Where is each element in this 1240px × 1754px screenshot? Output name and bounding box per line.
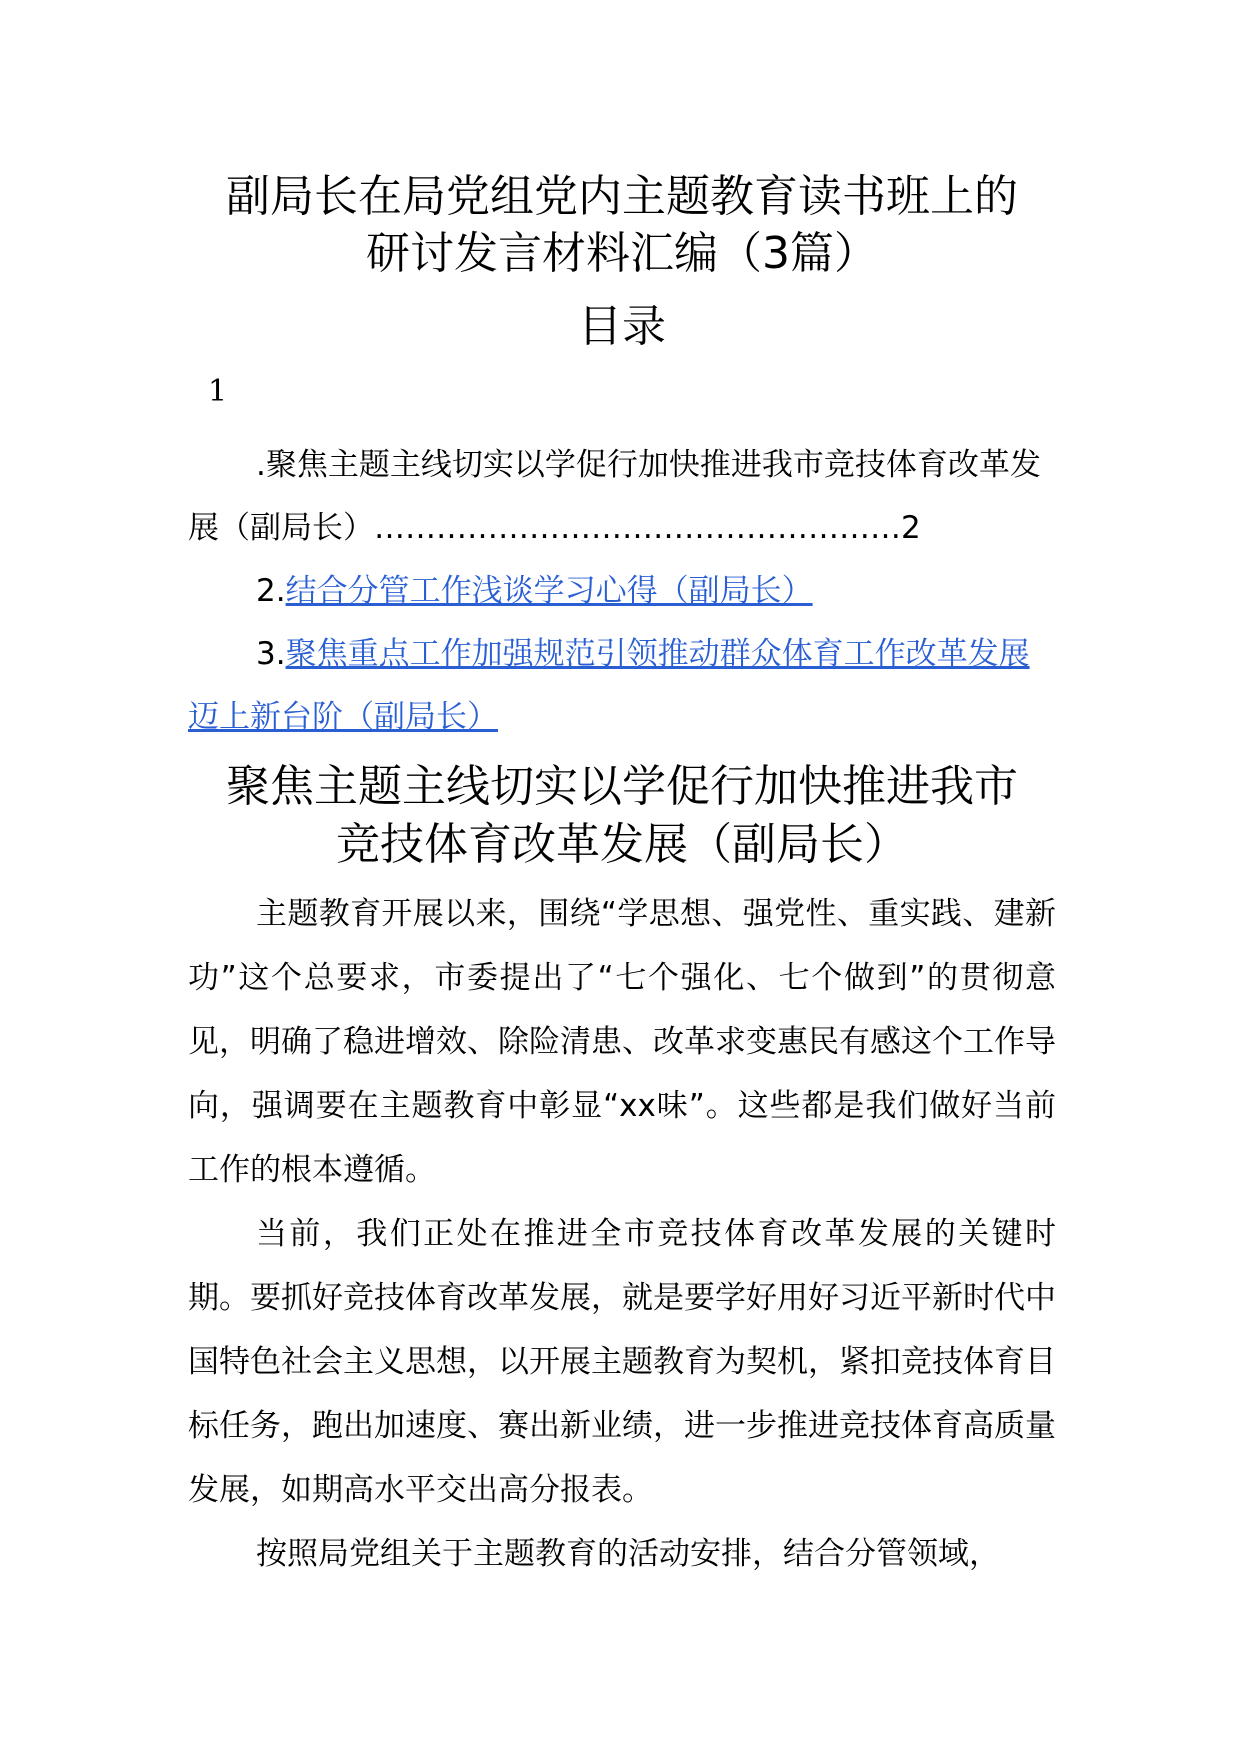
- table-of-contents: [188, 434, 1056, 749]
- toc-entry-1[interactable]: [188, 434, 1056, 560]
- document-title-line-1: 副局长在局党组党内主题教育读书班上的: [226, 171, 1018, 222]
- document-title-line-2: 研讨发言材料汇编（3篇）: [366, 228, 878, 279]
- toc-entry-1-page: 2: [901, 510, 921, 546]
- body-text: [188, 882, 1056, 1586]
- toc-entry-2-link[interactable]: 结合分管工作浅谈学习心得（副局长）: [285, 573, 813, 609]
- paragraph-1: 主题教育开展以来，围绕“学思想、强党性、重实践、建新功”这个总要求，市委提出了“七个强化、七个做到”的贯彻意见，明确了稳进增效、除险清患、改革求变惠民有感这个工作导向，强调要在主题教育中彰显“xx味”。这些都是我们做好当前工作的根本遵循。: [188, 896, 1056, 1188]
- paragraph-3: 按照局党组关于主题教育的活动安排，结合分管领域，: [256, 1536, 1000, 1572]
- paragraph-2: 当前，我们正处在推进全市竞技体育改革发展的关键时期。要抓好竞技体育改革发展，就是要学好用好习近平新时代中国特色社会主义思想，以开展主题教育为契机，紧扣竞技体育目标任务，跑出加速度、赛出新业绩，进一步推进竞技体育高质量发展，如期高水平交出高分报表。: [188, 1216, 1056, 1508]
- toc-entry-1-leader: ……………………………………………: [374, 510, 901, 546]
- toc-entry-3: [188, 623, 1056, 749]
- document-title: [188, 168, 1056, 282]
- toc-entry-3-number: 3.: [256, 636, 286, 672]
- toc-entry-1-number: 1: [208, 374, 228, 409]
- toc-heading: 目录: [578, 301, 666, 352]
- toc-entry-2-number: 2.: [256, 573, 286, 609]
- toc-entry-2: [188, 560, 1056, 623]
- section-title: [188, 758, 1056, 874]
- toc-entry-1-text: .聚焦主题主线切实以学促行加快推进我市竞技体育改革发展（副局长）: [188, 447, 1041, 546]
- section-title-line-1: 聚焦主题主线切实以学促行加快推进我市: [226, 761, 1018, 812]
- toc-entry-3-link[interactable]: 聚焦重点工作加强规范引领推动群众体育工作改革发展迈上新台阶（副局长）: [188, 636, 1030, 735]
- section-title-line-2: 竞技体育改革发展（副局长）: [336, 819, 908, 870]
